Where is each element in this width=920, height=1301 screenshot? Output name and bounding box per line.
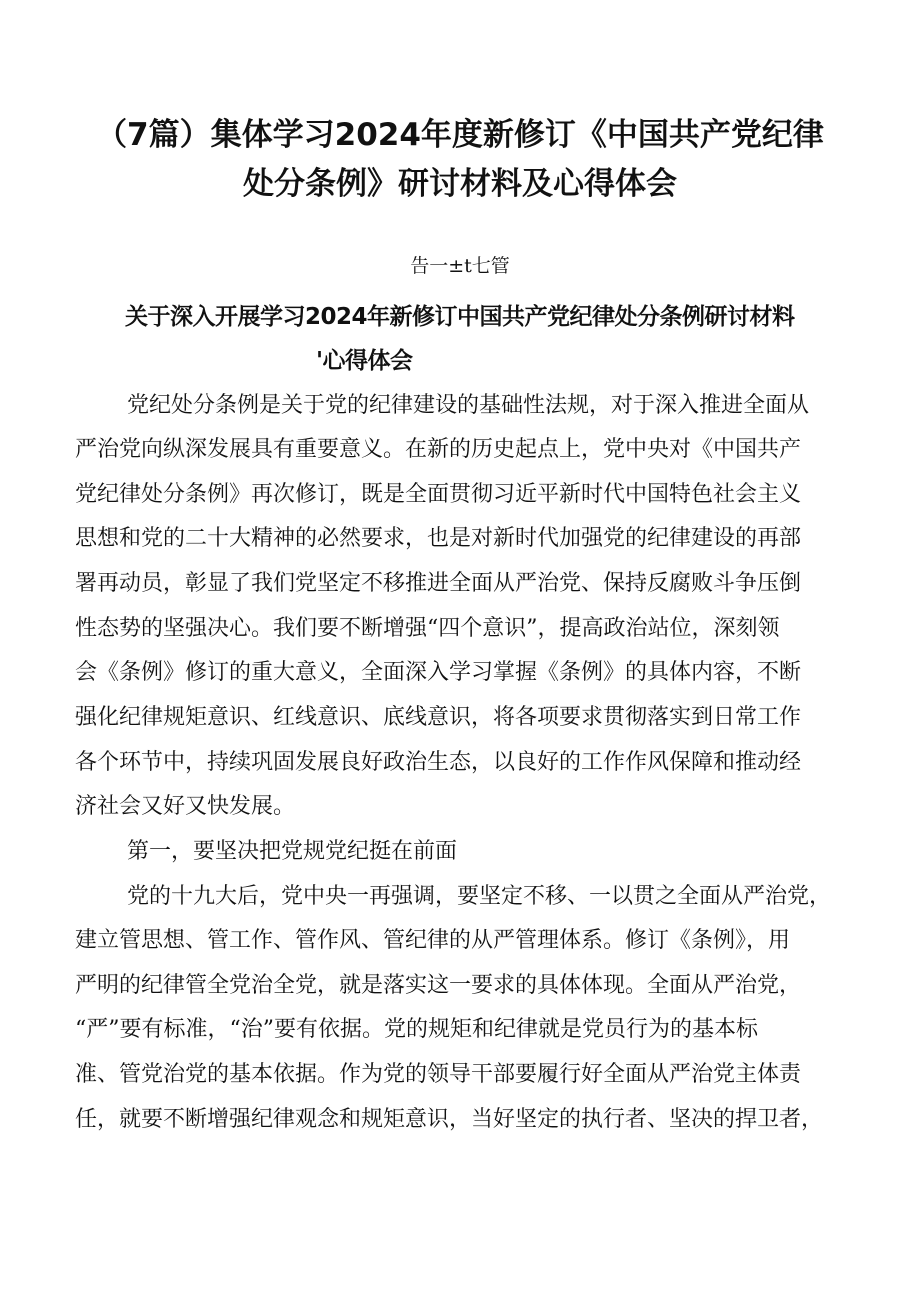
body-line: 建立管思想、管工作、管作风、管纪律的从严管理体系。修订《条例》，用 [75, 928, 791, 953]
body-line: 党的十九大后，党中央一再强调，要坚定不移、一以贯之全面从严治党， [127, 884, 832, 909]
body-line: 严治党向纵深发展具有重要意义。在新的历史起点上，党中央对《中国共产 [75, 437, 802, 462]
body-line: 严明的纪律管全党治全党，就是落实这一要求的具体体现。全面从严治党， [75, 973, 802, 998]
body-line: “严”要有标准，“治”要有依据。党的规矩和纪律就是党员行为的基本标 [75, 1017, 758, 1042]
document-title-line-2: 处分条例》研讨材料及心得体会 [243, 166, 677, 202]
body-line: 准、管党治党的基本依据。作为党的领导干部要履行好全面从严治党主体责 [75, 1062, 802, 1087]
section-heading-line-2: '心得体会 [316, 348, 413, 374]
body-line: 各个环节中，持续巩固发展良好政治生态，以良好的工作作风保障和推动经 [75, 750, 802, 775]
body-line: 思想和党的二十大精神的必然要求，也是对新时代加强党的纪律建设的再部 [75, 526, 802, 551]
subsection-heading: 第一，要坚决把党规党纪挺在前面 [127, 839, 458, 864]
body-line: 性态势的坚强决心。我们要不断增强“四个意识”，提高政治站位，深刻领 [75, 616, 780, 641]
body-line: 济社会又好又快发展。 [75, 794, 296, 819]
document-subtitle: 告一±t七管 [410, 255, 510, 277]
body-line: 署再动员，彰显了我们党坚定不移推进全面从严治党、保持反腐败斗争压倒 [75, 571, 802, 596]
body-line: 党纪律处分条例》再次修订，既是全面贯彻习近平新时代中国特色社会主义 [75, 482, 802, 507]
body-line: 任，就要不断增强纪律观念和规矩意识，当好坚定的执行者、坚决的捍卫者， [75, 1107, 824, 1132]
body-line: 强化纪律规矩意识、红线意识、底线意识，将各项要求贯彻落实到日常工作 [75, 705, 802, 730]
document-title-line-1: （7篇）集体学习2024年度新修订《中国共产党纪律 [96, 117, 824, 153]
section-heading-line-1: 关于深入开展学习2024年新修订中国共产党纪律处分条例研讨材料 [125, 304, 795, 330]
body-line: 党纪处分条例是关于党的纪律建设的基础性法规，对于深入推进全面从 [127, 393, 810, 418]
body-line: 会《条例》修订的重大意义，全面深入学习掌握《条例》的具体内容，不断 [75, 660, 802, 685]
